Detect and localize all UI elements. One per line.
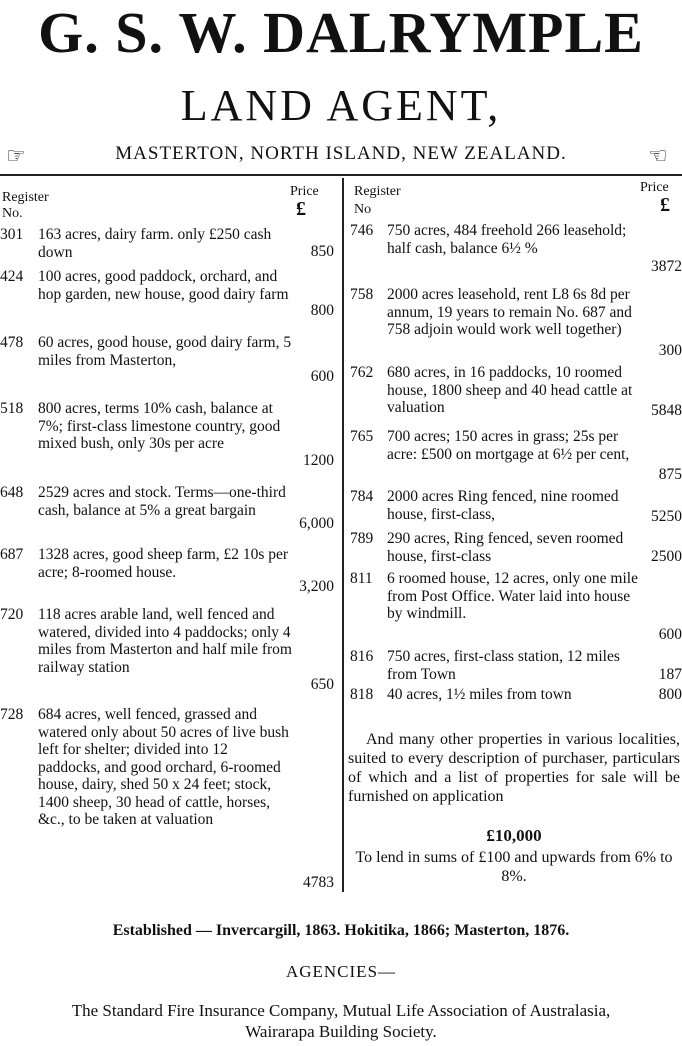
listing-description: 60 acres, good house, good dairy farm, 5 miles from Masterton, xyxy=(38,334,292,369)
established-line: Established — Invercargill, 1863. Hokitika, 1866; Masterton, 1876. xyxy=(112,922,570,939)
listing-price: 600 xyxy=(310,368,334,385)
listing-description: 800 acres, terms 10% cash, balance at 7%; first-class limestone country, good mixed bush, only 30s per acre xyxy=(38,400,281,452)
listing-price: 5848 xyxy=(651,402,682,419)
listing-description: 1328 acres, good sheep farm, £2 10s per acre; 8-roomed house. xyxy=(38,546,289,581)
register-number: 784 xyxy=(350,488,374,505)
listing-description: 680 acres, in 16 paddocks, 10 roomed house, 1800 sheep and 40 head cattle at valuation xyxy=(387,364,633,416)
register-number: 301 xyxy=(0,226,24,243)
listing-price: 875 xyxy=(658,466,682,483)
right-register-label: Register xyxy=(354,184,401,199)
agencies-list: The Standard Fire Insurance Company, Mutual Life Association of Australasia, Wairarapa Building Society. xyxy=(71,1001,611,1041)
register-number: 728 xyxy=(0,706,24,723)
business-name: G. S. W. DALRYMPLE xyxy=(38,0,644,65)
business-title: LAND AGENT, xyxy=(180,81,502,130)
register-number: 789 xyxy=(350,530,374,547)
listing-description: 2529 acres and stock. Terms—one-third cash, balance at 5% a great bargain xyxy=(38,484,286,519)
register-number: 746 xyxy=(350,222,374,239)
register-number: 424 xyxy=(0,268,24,285)
listing-description: 290 acres, Ring fenced, seven roomed house, first-class xyxy=(387,530,624,565)
listing-price: 5250 xyxy=(651,508,682,525)
listing-price: 300 xyxy=(658,342,682,359)
loan-terms: To lend in sums of £100 and upwards from 6% to 8%. xyxy=(355,849,673,885)
register-number: 765 xyxy=(350,428,374,445)
right-no-label: No xyxy=(354,202,372,217)
agencies-heading: AGENCIES— xyxy=(285,962,397,981)
pointing-hand-right-icon: ☞ xyxy=(6,144,26,169)
left-pound-symbol: £ xyxy=(296,198,306,220)
listing-description: 684 acres, well fenced, grassed and watered only about 50 acres of live bush left for shelter; divided into 12 paddocks, and good orchard, 6-roomed house, dairy, shed 50 x 24 feet; stock, 1400 sheep, 30 head of cattle, horses, &c., to be taken at valuation xyxy=(38,706,289,828)
pointing-hand-left-icon: ☜ xyxy=(648,144,668,169)
listing-description: 700 acres; 150 acres in grass; 25s per acre: £500 on mortgage at 6½ per cent, xyxy=(387,428,630,463)
listing-price: 800 xyxy=(310,302,334,319)
register-number: 818 xyxy=(350,686,374,703)
listing-description: 2000 acres leasehold, rent L8 6s 8d per annum, 19 years to remain No. 687 and 758 adjoin would work well together) xyxy=(387,286,632,338)
listing-price: 2500 xyxy=(651,548,682,565)
listing-description: 100 acres, good paddock, orchard, and hop garden, new house, good dairy farm xyxy=(38,268,289,303)
left-price-label: Price xyxy=(290,184,319,199)
right-price-label: Price xyxy=(640,180,669,195)
business-location: MASTERTON, NORTH ISLAND, NEW ZEALAND. xyxy=(115,143,567,164)
register-number: 816 xyxy=(350,648,374,665)
header-rule xyxy=(0,174,682,176)
listing-price: 650 xyxy=(310,676,334,693)
left-register-label: Register xyxy=(2,190,49,205)
listing-price: 3,200 xyxy=(299,578,334,595)
register-number: 811 xyxy=(350,570,373,587)
listing-price: 4783 xyxy=(303,874,334,891)
listing-price: 1200 xyxy=(303,452,334,469)
listing-description: 2000 acres Ring fenced, nine roomed house, first-class, xyxy=(387,488,619,523)
listing-description: 163 acres, dairy farm. only £250 cash down xyxy=(38,226,272,261)
register-number: 478 xyxy=(0,334,24,351)
register-number: 720 xyxy=(0,606,24,623)
listing-description: 40 acres, 1½ miles from town xyxy=(387,686,572,703)
register-number: 762 xyxy=(350,364,374,381)
listing-price: 6,000 xyxy=(299,515,334,532)
listing-price: 600 xyxy=(658,626,682,643)
listing-description: 6 roomed house, 12 acres, only one mile from Post Office. Water laid into house by windmill. xyxy=(387,570,638,622)
left-no-label: No. xyxy=(2,206,23,221)
register-number: 687 xyxy=(0,546,24,563)
column-divider xyxy=(342,178,344,892)
register-number: 648 xyxy=(0,484,24,501)
listing-description: 118 acres arable land, well fenced and watered, divided into 4 paddocks; only 4 miles from Masterton and half mile from railway station xyxy=(38,606,292,676)
right-pound-symbol: £ xyxy=(660,194,670,216)
listing-price: 850 xyxy=(310,243,334,260)
other-properties-text: And many other properties in various localities, suited to every description of purchaser, particulars of which and a list of properties for sale will be furnished on application xyxy=(348,731,680,805)
listing-description: 750 acres, 484 freehold 266 leasehold; half cash, balance 6½ % xyxy=(387,222,627,257)
listing-description: 750 acres, first-class station, 12 miles from Town xyxy=(387,648,620,683)
register-number: 518 xyxy=(0,400,24,417)
loan-amount: £10,000 xyxy=(486,826,542,845)
listing-price: 3872 xyxy=(651,258,682,275)
register-number: 758 xyxy=(350,286,374,303)
listing-price: 800 xyxy=(658,686,682,703)
listing-price: 187 xyxy=(658,666,682,683)
